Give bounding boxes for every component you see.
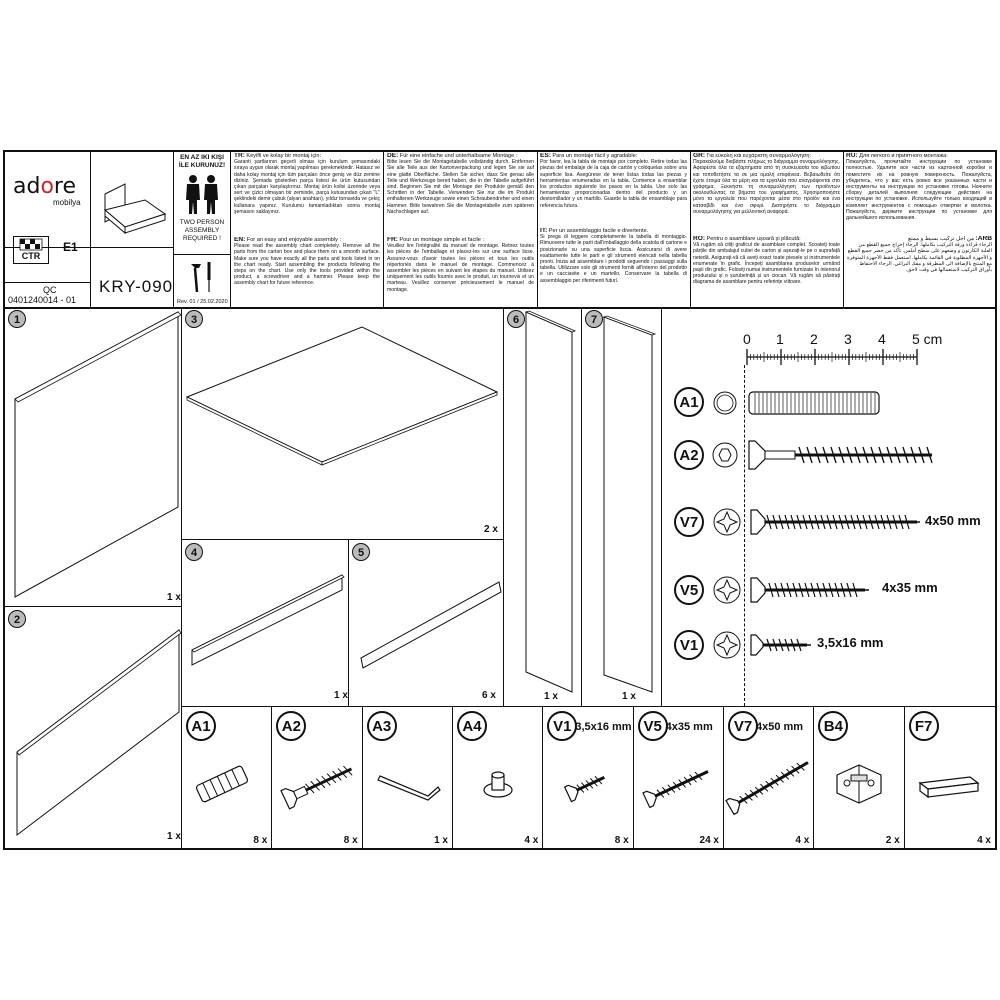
screw-4x35-icon (707, 570, 887, 612)
hardware-qty: 1 x (434, 835, 448, 846)
divider (537, 152, 538, 307)
divider (843, 152, 844, 307)
divider (173, 152, 174, 307)
ruler-label: 4 (878, 331, 886, 347)
hardware-cell-a4 (453, 707, 543, 848)
hardware-id: A2 (276, 711, 306, 741)
panel-5-drawing (349, 540, 504, 705)
panel-3-drawing (182, 307, 502, 537)
panel-cell-6 (504, 307, 582, 707)
corner-bracket-icon (819, 745, 899, 825)
header (5, 152, 995, 309)
hardware-dimension: 3,5x16 mm (575, 721, 632, 733)
hardware-id: A1 (186, 711, 216, 741)
two-person-icon (183, 174, 223, 216)
two-person-warning: EN AZ IKI KIŞI İLE KURUNUZ! (178, 154, 226, 169)
hardware-cell-a1 (182, 707, 272, 848)
panel-4-drawing (182, 540, 347, 705)
hardware-qty: 4 x (795, 835, 810, 846)
hardware-dimension: 4x35 mm (665, 721, 713, 733)
hardware-dimension: 4x50 mm (756, 721, 804, 733)
cam-lock-icon (458, 745, 538, 825)
lang-ro: RO: Pentru o asamblare ușoară și plăcută: Vă rugăm să citiți graficul de asamblare complet. Scoateți toate părțile din ambalajul cutiei de carton și așezați-le pe o suprafață netedă. Asigurați-vă că aveți exact toate piesele și instrumentele enumerate în grafic. Începeți asamblarea produselor urmând pașii din grafic. Folosiți numai instrumentele furnizate în interiorul produsului și o șurubelniță și un ciocan. Vă rugăm să păstrați diagrama de asamblare pentru referințe viitoare. (693, 236, 840, 286)
lang-gr: GR: Για εύκολη και ευχάριστη συναρμολόγηση: Παρακαλούμε διαβάστε πλήρως το διάγραμμα συναρμολόγησης. Αφαιρέστε όλα τα εξαρτήματα από τη συσκευασία του κιβωτίου και τοποθετήστε τα σε μια ομαλή επιφάνεια. Βεβαιωθείτε ότι έχετε έτοιμα όλα τα μέρη και τα εργαλεία που αναγράφονται στο γράφημα. Ξεκινήστε τη συναρμολόγηση των προϊόντων ακολουθώντας τα βήματα του γραφήματος. Χρησιμοποιήστε μόνο τα εργαλεία που παρέχονται μέσα στο προϊόν και ένα κατσαβίδι και ένα σφυρί. Διατηρήστε το διάγραμμα συναρμολόγησης για μελλοντική αναφορά. (693, 153, 840, 215)
panel-number: 3 (185, 310, 203, 328)
lang-fr: FR: Pour un montage simple et facile : Veuillez lire l'intégralité du manuel de montage. Retirez toutes les pièces de l'emballage et placez-les sur une surface lisse. Assurez-vous d'avoir toutes les pièces et tous les outils répertoriés dans le manuel de montage. Commencez à assembler les pièces en suivant les étapes du manuel. Utilisez uniquement les outils fournis avec le produit, un tournevis et un marteau. Veuillez conserver précieusement le manuel de montage. (387, 237, 534, 293)
panel-qty: 1 x (544, 691, 558, 702)
panel-6-drawing (504, 307, 582, 707)
hardware-qty: 4 x (977, 835, 991, 846)
hardware-cell-a2 (272, 707, 362, 848)
model-number: KRY-090 (99, 277, 174, 296)
panel-cell-1 (5, 307, 182, 607)
lang-ru: RU: Для легкого и приятного монтажа: Пожалуйста, прочитайте инструкции по установке полностью. Удалите все части из картонной коробки и поместите их на ровную поверхность. Пожалуйста, убедитесь, что у вас есть ровно все указанных части и инструменты на инструкции по установке готовы. Начните сборку деталей выполняя следующие действия на инструкции по установке. Используйте только входящий в комплект инструментов с помощью отвертки и молотка. Пожалуйста, держите инструкции по установке для дальнейшего использования. (846, 153, 992, 222)
dimension-label: 3,5x16 mm (817, 635, 884, 650)
screw-icon (729, 745, 809, 825)
ruler-icon (662, 307, 995, 367)
panel-qty: 1 x (167, 831, 181, 842)
panel-cell-4 (182, 540, 349, 707)
callout-v1: V1 (674, 630, 704, 660)
lang-de: DE: Für eine einfache und unterhaltsame Montage : Bitte lesen Sie die Montagetabelle vollständig durch. Entfernen Sie alle Teile aus der Kartonverpackung und legen Sie sie auf eine glatte Oberfläche. Stellen Sie sicher, dass Sie genau alle Teile und Werkzeuge bereit haben, die in der Tabelle aufgeführt sind. Beginnen Sie mit der Montage der Produkte gemäß den Schritten in der Tabelle. Verwenden Sie nur die im Produkt enthaltenen Werkzeuge sowie einen Schraubendreher und einen Hammer. Bitte bewahren Sie die Montagetabelle zum späteren Nachschlagen auf. (387, 153, 534, 215)
brand-subtitle: mobilya (53, 198, 81, 207)
hardware-cell-v1 (543, 707, 633, 848)
panel-1-drawing (13, 307, 173, 597)
qc-code: 0401240014 - 01 (8, 295, 77, 305)
ruler-label: 0 (743, 331, 751, 347)
divider (5, 282, 90, 283)
screw-icon (548, 745, 628, 825)
dimension-label: 4x35 mm (882, 580, 938, 595)
panel-number: 2 (8, 610, 26, 628)
ruler-label: 3 (844, 331, 852, 347)
panel-2-drawing (13, 607, 183, 850)
hardware-id: F7 (909, 711, 939, 741)
ctr-certificate: CTR (13, 236, 49, 264)
hardware-cell-a3 (363, 707, 453, 848)
hardware-cell-v7 (724, 707, 814, 848)
panel-cell-7 (582, 307, 662, 707)
hardware-cell-b4 (814, 707, 904, 848)
lang-it: IT: Per un assemblaggio facile e divertente. Si prega di leggere completamente la tabella di montaggio. Rimuovere tutte le parti dall'imballaggio della scatola di cartone e posizionarle su una superficie liscia. Assicurarsi di avere esattamente tutte le parti e gli strumenti elencati nella tabella pronti. Inizia ad assemblare i prodotti seguendo i passaggi sulla tabella. Utilizzare solo gli strumenti forniti all'interno del prodotto e un cacciavite e un martello. Conservare la tabella di assemblaggio per riferimenti futuri. (540, 228, 687, 284)
hardware-list (182, 707, 995, 848)
hardware-id: V7 (728, 711, 758, 741)
hardware-id: A3 (367, 711, 397, 741)
panel-cell-3 (182, 307, 504, 540)
e1-certificate: E1 (63, 240, 78, 254)
qc-label: QC (43, 285, 57, 295)
hardware-qty: 24 x (699, 835, 719, 846)
panel-qty: 2 x (484, 524, 498, 535)
callout-a1: A1 (674, 387, 704, 417)
cam-screw-icon (277, 745, 357, 825)
callout-a2: A2 (674, 440, 704, 470)
cam-screw-icon (707, 435, 947, 477)
hardware-qty: 8 x (614, 835, 629, 846)
brand-logo: adore (13, 174, 77, 199)
panel-qty: 1 x (334, 690, 348, 701)
divider (690, 152, 691, 307)
hardware-id: A4 (457, 711, 487, 741)
hardware-id: B4 (818, 711, 848, 741)
divider (90, 152, 91, 307)
panel-number: 4 (185, 543, 203, 561)
panel-number: 1 (8, 310, 26, 328)
hardware-cell-v5 (634, 707, 724, 848)
panel-number: 7 (585, 310, 603, 328)
panel-7-drawing (582, 307, 662, 707)
ctr-flag-icon (20, 239, 42, 250)
callout-v5: V5 (674, 575, 704, 605)
panel-qty: 6 x (482, 690, 496, 701)
assembly-sheet (3, 150, 997, 850)
screw-icon (639, 745, 719, 825)
bed-thumbnail-icon (95, 172, 170, 237)
divider (383, 152, 384, 307)
hardware-scale-chart (662, 307, 995, 707)
lang-es: ES: Para un montaje fácil y agradable: Por favor, lea la tabla de montaje por completo. Retire todas las piezas del embalaje de la caja de cartón y colóquelas sobre una superficie lisa. Asegúrese de tener listas todas las piezas y herramientas enumeradas en la tabla. Comience a ensamblar los productos siguiendo los pasos en la tabla. Use solo las herramientas proporcionadas dentro del producto y un destornillador y un martillo. Guarde la tabla de ensamblaje para referencia futura. (540, 153, 687, 209)
hardware-id: V5 (638, 711, 668, 741)
hardware-id: V1 (547, 711, 577, 741)
panel-number: 5 (352, 543, 370, 561)
lang-arb: ARB: من أجل تركيب بسيط و ممتع الرجاء قراءة ورقة التركيب بكاملها. الرجاء إخراج جميع القطع من العلبة الكارتون و وضعهم على سطح أملس. تأكد من حصر جميع القطع و الأجهزة المطلوبة في القائمة بكاملها. استعمل فقط الأجهزة المتوفرة مع المنتج بالإضافة الى المطرقة و مفك البراغي. الرجاء الاحتفاظ بأوراق التركيب لاستعمالها في وقت لاحق. (846, 236, 992, 274)
panel-qty: 1 x (167, 592, 181, 603)
screw-4x50-icon (707, 502, 937, 544)
panel-cell-5 (349, 540, 504, 707)
hardware-qty: 8 x (343, 835, 358, 846)
lang-en: EN: For an easy and enjoyable assembly : Please read the assembly chart completely. Remove all the parts from the carton box and place them on a smooth surface. Make sure you have exactly all the parts and tools listed in on the chart ready. Start assembling the products following the steps on the chart. Use only the tools provided within the product, a screwdriver and a hammer. Please keep the assembly chart for future reference. (234, 237, 380, 287)
lang-tr: TR: Keyifli ve kolay bir montaj için: Garanti şartlarının geçerli olması için kurulum şemasındaki sıraya uygun olarak montaj yapılması gerekmektedir. Hatasız ve daha kolay montaj için tüm parçaları önce geniş ve düz zemine diziniz. Şemada gösterilen parça listesi ile ürün kutusundan çıkan parçaları karşılaştırınız. Montaj ürün kolisi üzerinde veya sert ve çizici olmayan bir zeminde, parça kutusundan çıkan "L" şeklindeki demir çubuk (alyan anahtarı), yıldız tornavida ve çekiç kullanara yapınız. Kurulumu tamamladıktan sonra montaj şemasını saklayınız. (234, 153, 380, 215)
hardware-qty: 8 x (253, 835, 268, 846)
ruler-label: 1 (776, 331, 784, 347)
allen-key-icon (368, 745, 448, 825)
hardware-qty: 2 x (885, 835, 900, 846)
divider (230, 152, 231, 307)
dimension-label: 4x50 mm (925, 513, 981, 528)
divider (173, 254, 230, 255)
dowel-icon (187, 745, 267, 825)
panel-number: 6 (507, 310, 525, 328)
hardware-cell-f7 (905, 707, 995, 848)
ruler-label: 2 (810, 331, 818, 347)
tools-icon (185, 260, 219, 296)
callout-v7: V7 (674, 507, 704, 537)
dowel-icon (707, 387, 867, 421)
panel-qty: 1 x (622, 691, 636, 702)
two-person-required: TWO PERSON ASSEMBLY REQUIRED ! (179, 219, 225, 242)
hardware-qty: 4 x (524, 835, 539, 846)
panel-cell-2 (5, 607, 182, 850)
ruler-label: 5 cm (912, 331, 943, 347)
revision: Rev. 01 / 25.02.2020 (177, 299, 228, 305)
furniture-foot-icon (910, 745, 990, 825)
